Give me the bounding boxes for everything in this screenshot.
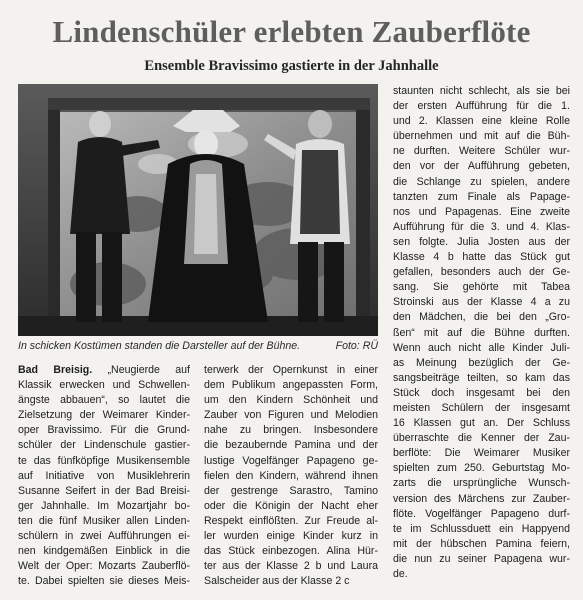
column-2-line: Respekt einflößten. Zur Freude al-	[204, 514, 378, 527]
column-2-line: oder die Königin der Nacht eher	[204, 499, 378, 512]
column-3-line: tanzten zum Finale als Papage-	[393, 190, 570, 203]
column-2-line: dem Publikum angepassten Form,	[204, 379, 378, 392]
article-photo	[18, 84, 378, 336]
column-3-line: meisten Schülern der insgesamt	[393, 401, 570, 414]
column-3-line: der ersten Aufführung für die 1.	[393, 100, 570, 113]
column-3-line: mit der hübschen Pamina feiern,	[393, 537, 570, 550]
column-1-line: schüler der Lindenschule gastier-	[18, 439, 190, 452]
column-2-line: Zauber von Figuren und Melodien	[204, 409, 378, 422]
kicker: Bad Breisig.	[18, 364, 93, 376]
column-3-line: Stück doch insgesamt bei den	[393, 386, 570, 399]
column-3-line: zarts die ursprüngliche Wunsch-	[393, 477, 570, 490]
column-3-line: und 2. Klassen eine kleine Rolle	[393, 115, 570, 128]
column-3-line: den vor der Aufführung gebeten,	[393, 160, 570, 173]
column-3-line: flöte. Vogelfänger Papageno durf-	[393, 507, 570, 520]
column-3-line: Aufführung für die 3. und 4. Klas-	[393, 220, 570, 233]
column-2-line: terwerk der Opernkunst in einer	[204, 364, 378, 376]
column-3-line: die nun zu seiner Papagena wur-	[393, 552, 570, 565]
column-2-line: fielen den Kindern, während ihnen	[204, 469, 378, 482]
column-1	[18, 363, 190, 589]
stage-photo-illustration	[18, 84, 378, 336]
column-3-line: ne durften. Weitere Schüler wur-	[393, 145, 570, 158]
column-3-line: Stroinski aus der Klasse 4 a zu	[393, 296, 570, 309]
column-3-line: staunten nicht schlecht, als sie bei	[393, 85, 570, 97]
column-1-line: schülern in zwei Aufführungen ei-	[18, 530, 190, 543]
column-1-line: te das fünfköpfige Musikensemble	[18, 454, 190, 467]
column-3-line: 16 Klassen gut an. Der Schluss	[393, 417, 570, 430]
column-3-line: sangsbeiträge teilten, so kam das	[393, 371, 570, 384]
column-3-line: de.	[393, 568, 408, 580]
column-2-line: die bezaubernde Pamina und der	[204, 439, 378, 452]
column-2-line: um den Kindern Schönheit und	[204, 394, 378, 407]
column-3-line: version des Märchens zur Zauber-	[393, 492, 570, 505]
column-3	[393, 84, 570, 582]
column-1-line: ängste abbauen“, so lautet die	[18, 394, 190, 407]
subheadline: Ensemble Bravissimo gastierte in der Jahnhalle	[144, 58, 439, 74]
column-2-line: nahe zu bringen. Insbesondere	[204, 424, 378, 437]
column-1-line: Bad Breisig. „Neugierde auf	[18, 364, 190, 376]
column-2-line: der gestrenge Sarastro, Tamino	[204, 484, 378, 497]
column-3-line: as Meinung bezüglich der Ge-	[393, 356, 570, 369]
column-2	[204, 363, 378, 589]
column-3-line: spielten zum 250. Geburtstag Mo-	[393, 462, 570, 475]
column-1-line: Susanne Seifert in der Bad Breisi-	[18, 484, 190, 497]
column-3-line: gefallen, besonders auch der Ge-	[393, 266, 570, 279]
column-1-line: Zielsetzung der Weimarer Kinder-	[18, 409, 190, 422]
column-3-line: die Schlange zu spielen, andere	[393, 175, 570, 188]
column-3-line: übernehmen und mit auf die Büh-	[393, 130, 570, 143]
column-2-line: Salscheider aus der Klasse 2 c	[204, 575, 350, 588]
column-3-line: sen folgte. Julia Josten aus der	[393, 235, 570, 248]
column-3-line: überraschte die Kenner der Zau-	[393, 432, 570, 445]
column-1-line: auf Initiative von Musiklehrerin	[18, 469, 190, 482]
column-3-line: nos und Papagenas. Eine zweite	[393, 205, 570, 218]
caption-text: In schicken Kostümen standen die Darsteller auf der Bühne.	[18, 340, 301, 352]
column-1-line: ten die fünf Musiker allen Linden-	[18, 514, 190, 527]
column-3-line: Wenn auch nicht alle Kinder Juli-	[393, 341, 570, 354]
column-1-line: oper Bravissimo. Für die Grund-	[18, 424, 190, 437]
column-1-line: nen kindgemäßen Einblick in die	[18, 545, 190, 558]
column-1-line: ger Jahnhalle. Im Mozartjahr bo-	[18, 499, 190, 512]
column-2-line: ler wurden einige Kinder kurz in	[204, 530, 378, 543]
photo-caption	[18, 340, 378, 352]
column-3-line: sang. Sie gehörte mit Tabea	[393, 281, 570, 294]
column-3-line: Klasse 4 b hatte das Stück gut	[393, 251, 570, 264]
column-3-line: ßen“ mit auf die Bühne durften.	[393, 326, 570, 339]
column-3-line: berflöte: Die Weimarer Musiker	[393, 447, 570, 460]
photo-credit: Foto: RÜ	[335, 340, 378, 352]
column-2-line: lustige Vogelfänger Papageno ge-	[204, 454, 378, 467]
column-1-line: Welt der Oper: Mozarts Zauberflö-	[18, 560, 190, 573]
column-1-line: te. Dabei spielten sie dieses Meis-	[18, 575, 190, 588]
column-3-line: den Mädchen, die bei den „Gro-	[393, 311, 570, 324]
column-3-line: te im Schlussduett ein Happyend	[393, 522, 570, 535]
column-2-line: das Stück einbezogen. Alina Hür-	[204, 545, 378, 558]
headline: Lindenschüler erlebten Zauberflöte	[52, 14, 531, 49]
column-2-line: ter aus der Klasse 2 b und Laura	[204, 560, 378, 573]
column-1-line: Klassik erwecken und Schwellen-	[18, 379, 190, 392]
